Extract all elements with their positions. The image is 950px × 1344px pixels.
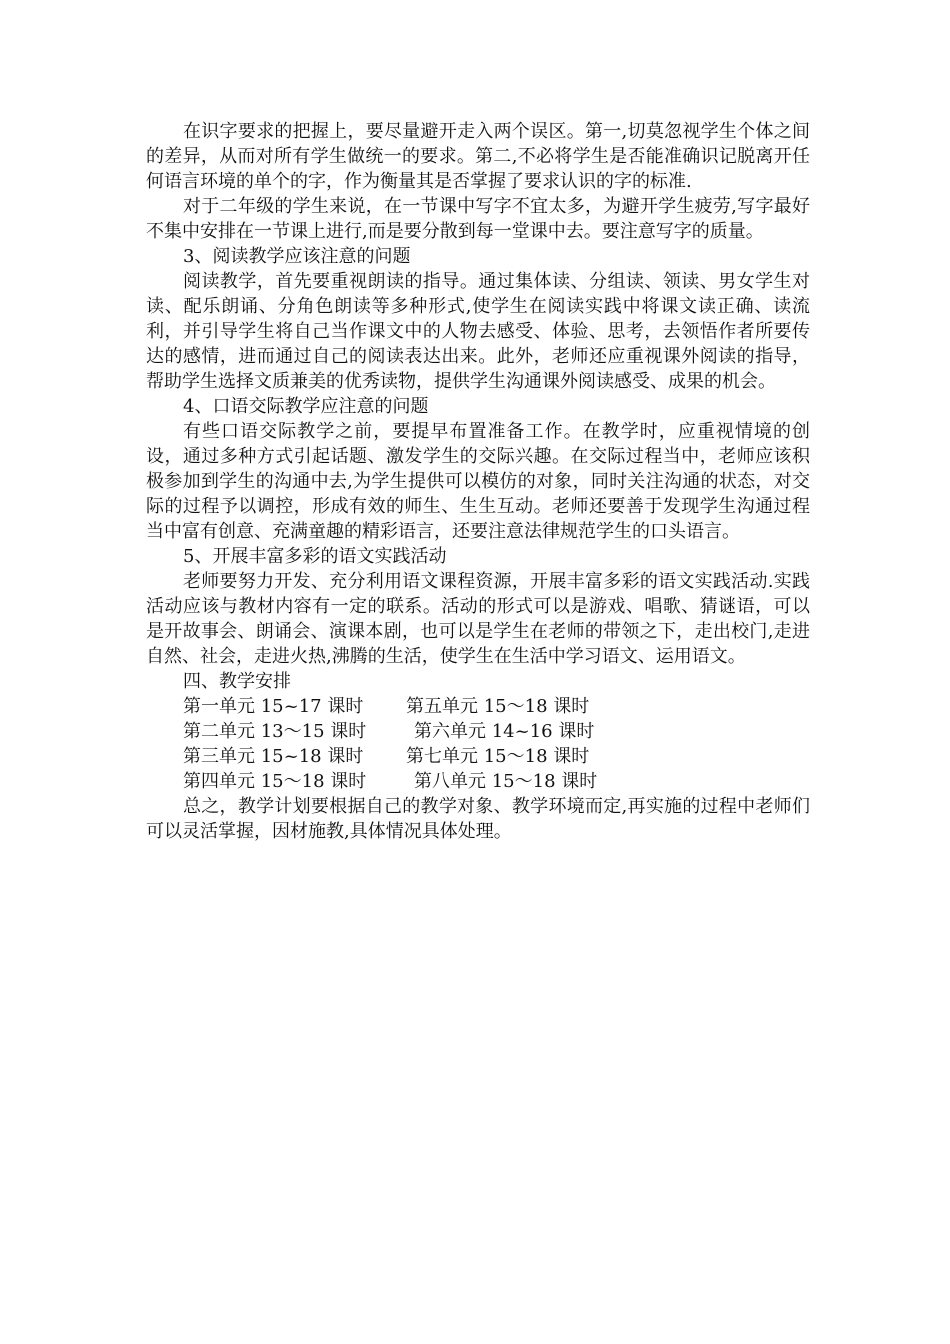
paragraph-literacy-misconceptions: 在识字要求的把握上，要尽量避开走入两个误区。第一,切莫忽视学生个体之间的差异，从而对所有学生做统一的要求。第二,不必将学生是否能准确识记脱离开任何语言环境的单个的字，作为衡量其是否掌握了要求认识的字的标准. [146,121,810,192]
heading-reading-teaching: 3、阅读教学应该注意的问题 [183,246,411,267]
schedule-left-cell: 第三单元 15~18 课时 [183,746,364,767]
paragraph-practice-activities: 老师要努力开发、充分利用语文课程资源，开展丰富多彩的语文实践活动.实践活动应该与教材内容有一定的联系。活动的形式可以是游戏、唱歌、猜谜语，可以是开故事会、朗诵会、演课本剧，也可以是学生在老师的带领之下，走出校门,走进自然、社会，走进火热,沸腾的生活，使学生在生活中学习语文、运用语文。 [146,571,810,667]
schedule-row [146,769,810,794]
paragraph-writing-practice: 对于二年级的学生来说，在一节课中写字不宜太多，为避开学生疲劳,写字最好不集中安排在一节课上进行,而是要分散到每一堂课中去。要注意写字的质量。 [146,196,810,242]
schedule-right-cell: 第七单元 15～18 课时 [406,746,590,767]
paragraph-reading-teaching: 阅读教学，首先要重视朗读的指导。通过集体读、分组读、领读、男女学生对读、配乐朗诵、分角色朗读等多种形式,使学生在阅读实践中将课文读正确、读流利，并引导学生将自己当作课文中的人物去感受、体验、思考，去领悟作者所要传达的感情，进而通过自己的阅读表达出来。此外，老师还应重视课外阅读的指导，帮助学生选择文质兼美的优秀读物，提供学生沟通课外阅读感受、成果的机会。 [146,271,810,392]
schedule-row [146,744,810,769]
heading-practice-activities: 5、开展丰富多彩的语文实践活动 [183,546,447,567]
schedule-left-cell: 第一单元 15~17 课时 [183,696,364,717]
schedule-table [146,694,810,794]
schedule-right-cell: 第八单元 15～18 课时 [414,771,598,792]
schedule-right-cell: 第六单元 14~16 课时 [414,721,595,742]
schedule-left-cell: 第四单元 15～18 课时 [183,771,367,792]
heading-teaching-schedule: 四、教学安排 [183,671,291,692]
paragraph-oral-communication: 有些口语交际教学之前，要提早布置准备工作。在教学时，应重视情境的创设，通过多种方式引起话题、激发学生的交际兴趣。在交际过程当中，老师应该积极参加到学生的沟通中去,为学生提供可以模仿的对象，同时关注沟通的状态，对交际的过程予以调控，形成有效的师生、生生互动。老师还要善于发现学生沟通过程当中富有创意、充满童趣的精彩语言，还要注意法律规范学生的口头语言。 [146,421,810,542]
schedule-left-cell: 第二单元 13～15 课时 [183,721,367,742]
document-body [146,119,810,844]
schedule-row [146,719,810,744]
heading-oral-communication: 4、口语交际教学应注意的问题 [183,396,429,417]
schedule-row [146,694,810,719]
paragraph-conclusion: 总之，教学计划要根据自己的教学对象、教学环境而定,再实施的过程中老师们可以灵活掌握，因材施教,具体情况具体处理。 [146,796,810,842]
schedule-right-cell: 第五单元 15～18 课时 [406,696,590,717]
